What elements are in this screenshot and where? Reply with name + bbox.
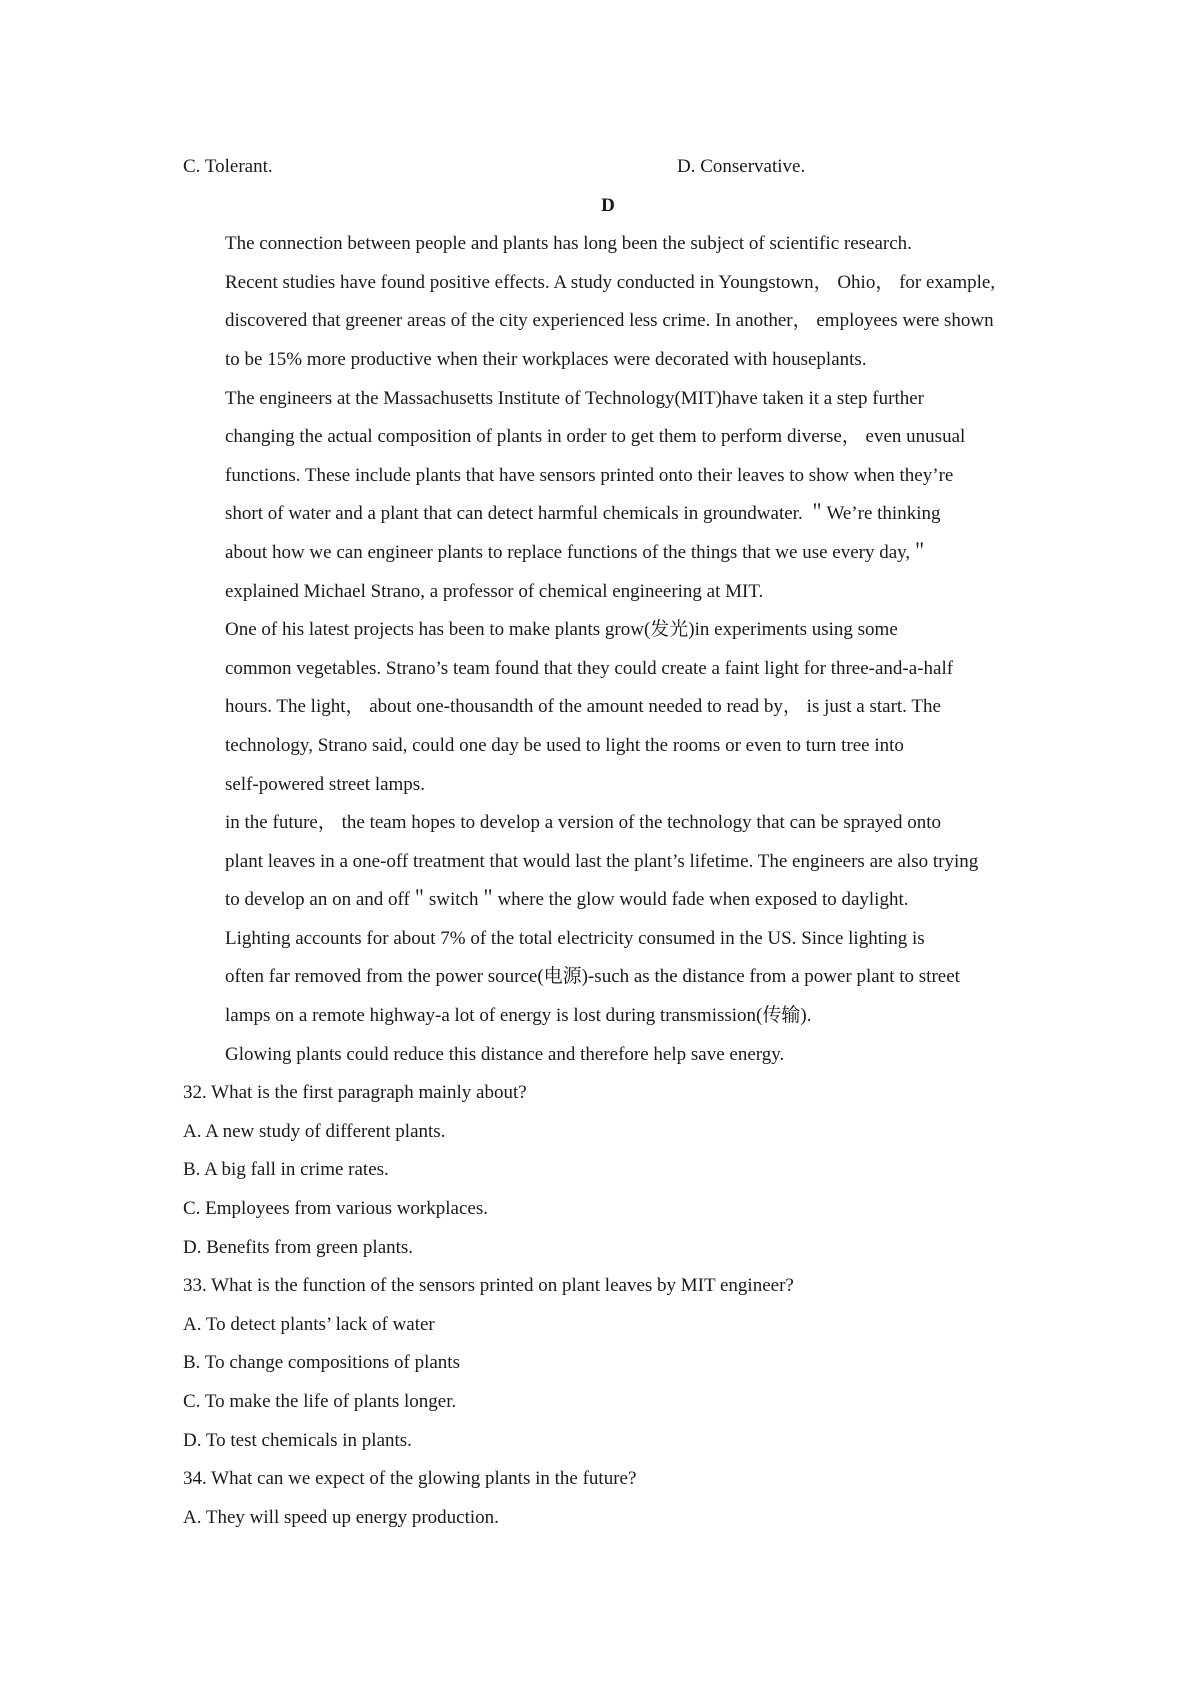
paragraph-line: Glowing plants could reduce this distance and therefore help save energy. xyxy=(225,1043,785,1065)
paragraph-line: The engineers at the Massachusetts Institute of Technology(MIT)have taken it a step further xyxy=(225,387,924,409)
answer-option: B. A big fall in crime rates. xyxy=(183,1159,389,1181)
answer-option: A. They will speed up energy production. xyxy=(183,1506,499,1528)
answer-option: C. Employees from various workplaces. xyxy=(183,1198,488,1220)
paragraph-line: to develop an on and off＂switch＂where the glow would fade when exposed to daylight. xyxy=(225,889,909,911)
question-stem: 33. What is the function of the sensors printed on plant leaves by MIT engineer? xyxy=(183,1275,794,1297)
question-stem: 34. What can we expect of the glowing plants in the future? xyxy=(183,1468,637,1490)
paragraph-3 xyxy=(183,611,1033,804)
answer-option: A. To detect plants’ lack of water xyxy=(183,1313,435,1335)
paragraph-line: The connection between people and plants has long been the subject of scientific research. xyxy=(225,233,912,255)
paragraph-line: short of water and a plant that can detect harmful chemicals in groundwater. ＂We’re thinking xyxy=(225,503,941,525)
question-34 xyxy=(183,1460,1033,1537)
option-c: C. Tolerant. xyxy=(183,156,273,177)
paragraph-line: common vegetables. Strano’s team found that they could create a faint light for three-and-a-half xyxy=(225,657,954,679)
section-title: D xyxy=(601,194,615,216)
exam-page xyxy=(183,148,1033,1537)
option-d: D. Conservative. xyxy=(677,156,806,177)
paragraph-line: technology, Strano said, could one day be used to light the rooms or even to turn tree into xyxy=(225,734,904,756)
paragraph-line: about how we can engineer plants to replace functions of the things that we use every day,＂ xyxy=(225,541,930,563)
reading-passage xyxy=(183,225,1033,1074)
paragraph-line: explained Michael Strano, a professor of chemical engineering at MIT. xyxy=(225,580,764,602)
paragraph-line: to be 15% more productive when their workplaces were decorated with houseplants. xyxy=(225,348,867,370)
question-33 xyxy=(183,1267,1033,1460)
paragraph-line: hours. The light， about one-thousandth of the amount needed to read by， is just a start. The xyxy=(225,696,941,718)
paragraph-2 xyxy=(183,380,1033,612)
previous-question-options xyxy=(183,148,1033,187)
paragraph-line: self-powered street lamps. xyxy=(225,773,425,795)
paragraph-line: lamps on a remote highway-a lot of energy is lost during transmission(传输). xyxy=(225,1005,812,1027)
paragraph-line: often far removed from the power source(电源)-such as the distance from a power plant to street xyxy=(225,966,960,988)
paragraph-line: in the future， the team hopes to develop a version of the technology that can be sprayed onto xyxy=(225,812,941,834)
paragraph-line: One of his latest projects has been to make plants grow(发光)in experiments using some xyxy=(225,619,898,641)
paragraph-1 xyxy=(183,225,1033,379)
paragraph-line: changing the actual composition of plants in order to get them to perform diverse， even unusual xyxy=(225,426,966,448)
answer-option: D. To test chemicals in plants. xyxy=(183,1429,412,1451)
answer-option: B. To change compositions of plants xyxy=(183,1352,460,1374)
question-stem: 32. What is the first paragraph mainly about? xyxy=(183,1082,527,1104)
paragraph-4 xyxy=(183,804,1033,920)
paragraph-line: Lighting accounts for about 7% of the total electricity consumed in the US. Since lighting is xyxy=(225,927,925,949)
paragraph-line: plant leaves in a one-off treatment that would last the plant’s lifetime. The engineers are also trying xyxy=(225,850,979,872)
paragraph-line: Recent studies have found positive effects. A study conducted in Youngstown， Ohio， for example, xyxy=(225,271,996,293)
answer-option: D. Benefits from green plants. xyxy=(183,1236,414,1258)
paragraph-line: functions. These include plants that have sensors printed onto their leaves to show when they’re xyxy=(225,464,954,486)
answer-option: A. A new study of different plants. xyxy=(183,1120,446,1142)
answer-option: C. To make the life of plants longer. xyxy=(183,1391,457,1412)
paragraph-5 xyxy=(183,920,1033,1036)
paragraph-line: discovered that greener areas of the city experienced less crime. In another， employees were shown xyxy=(225,310,994,332)
question-32 xyxy=(183,1074,1033,1267)
paragraph-6 xyxy=(183,1036,1033,1075)
